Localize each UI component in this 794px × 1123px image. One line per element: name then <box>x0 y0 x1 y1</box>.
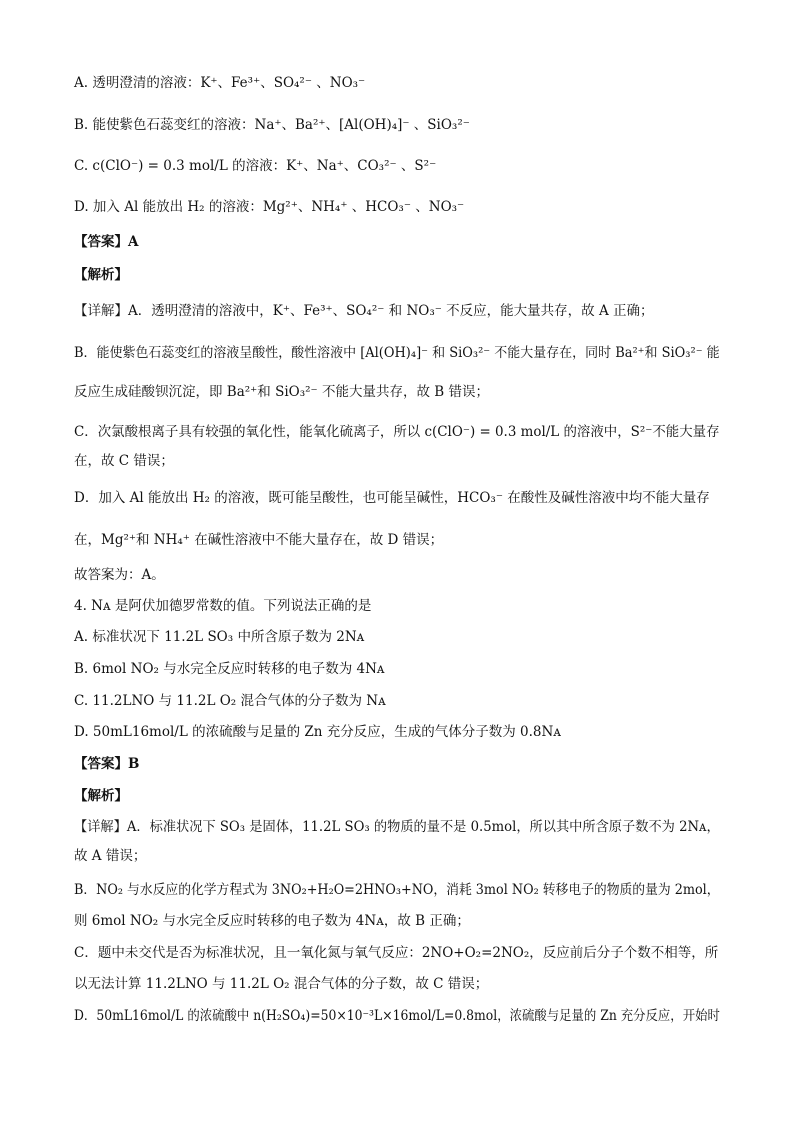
q3-detail-line: D．加入 Al 能放出 H₂ 的溶液，既可能呈酸性，也可能呈碱性，HCO₃⁻ 在酸性及碱性溶液中均不能大量存 <box>74 490 710 506</box>
q3-detail-line: 反应生成硅酸钡沉淀，即 Ba²⁺和 SiO₃²⁻ 不能大量共存，故 B 错误； <box>74 384 489 400</box>
q4-option-d: D. 50mL16mol/L 的浓硫酸与足量的 Zn 充分反应，生成的气体分子数为 0.8Nᴀ <box>74 724 561 740</box>
q4-detail-line: D．50mL16mol/L 的浓硫酸中 n(H₂SO₄)=50×10⁻³L×16mol/L=0.8mol，浓硫酸与足量的 Zn 充分反应，开始时 <box>74 1008 720 1024</box>
q4-stem: 4. Nᴀ 是阿伏加德罗常数的值。下列说法正确的是 <box>74 598 372 614</box>
q3-detail-line: 在，Mg²⁺和 NH₄⁺ 在碱性溶液中不能大量存在，故 D 错误； <box>74 532 444 548</box>
q4-detail-line: 故 A 错误； <box>74 848 147 864</box>
q4-option-b: B. 6mol NO₂ 与水完全反应时转移的电子数为 4Nᴀ <box>74 661 385 677</box>
q4-option-a: A. 标准状况下 11.2L SO₃ 中所含原子数为 2Nᴀ <box>74 629 365 645</box>
q4-detail-line: 以无法计算 11.2LNO 与 11.2L O₂ 混合气体的分子数，故 C 错误； <box>74 976 489 992</box>
q4-detail-line: C．题中未交代是否为标准状况，且一氧化氮与氧气反应：2NO+O₂=2NO₂，反应前后分子个数不相等，所 <box>74 945 719 961</box>
q3-analysis-heading: 【解析】 <box>74 267 128 283</box>
q3-option-d: D. 加入 Al 能放出 H₂ 的溶液：Mg²⁺、NH₄⁺ 、HCO₃⁻ 、NO₃⁻ <box>74 199 465 215</box>
q3-detail-line: 在，故 C 错误； <box>74 453 174 469</box>
q4-answer: 【答案】B <box>74 756 140 772</box>
q3-option-b: B. 能使紫色石蕊变红的溶液：Na⁺、Ba²⁺、[Al(OH)₄]⁻ 、SiO₃²⁻ <box>74 117 470 133</box>
q3-detail-line: 【详解】A．透明澄清的溶液中，K⁺、Fe³⁺、SO₄²⁻ 和 NO₃⁻ 不反应，能大量共存，故 A 正确； <box>74 303 654 319</box>
q4-analysis-heading: 【解析】 <box>74 788 128 804</box>
q4-detail-line: 【详解】A．标准状况下 SO₃ 是固体，11.2L SO₃ 的物质的量不是 0.5mol，所以其中所含原子数不为 2Nᴀ， <box>74 819 720 835</box>
q3-answer: 【答案】A <box>74 234 139 250</box>
q3-detail-line: 故答案为：A。 <box>74 567 165 583</box>
q3-option-c: C. c(ClO⁻) = 0.3 mol/L 的溶液：K⁺、Na⁺、CO₃²⁻ 、S²⁻ <box>74 158 437 174</box>
q4-option-c: C. 11.2LNO 与 11.2L O₂ 混合气体的分子数为 Nᴀ <box>74 693 386 709</box>
q4-detail-line: B．NO₂ 与水反应的化学方程式为 3NO₂+H₂O=2HNO₃+NO，消耗 3mol NO₂ 转移电子的物质的量为 2mol， <box>74 882 720 898</box>
q3-detail-line: C．次氯酸根离子具有较强的氧化性，能氧化硫离子，所以 c(ClO⁻) = 0.3 mol/L 的溶液中，S²⁻不能大量存 <box>74 424 720 440</box>
q4-detail-line: 则 6mol NO₂ 与水完全反应时转移的电子数为 4Nᴀ，故 B 正确； <box>74 913 470 929</box>
q3-detail-line: B．能使紫色石蕊变红的溶液呈酸性，酸性溶液中 [Al(OH)₄]⁻ 和 SiO₃²⁻ 不能大量存在，同时 Ba²⁺和 SiO₃²⁻ 能 <box>74 345 720 361</box>
q3-option-a: A. 透明澄清的溶液：K⁺、Fe³⁺、SO₄²⁻ 、NO₃⁻ <box>74 75 366 91</box>
